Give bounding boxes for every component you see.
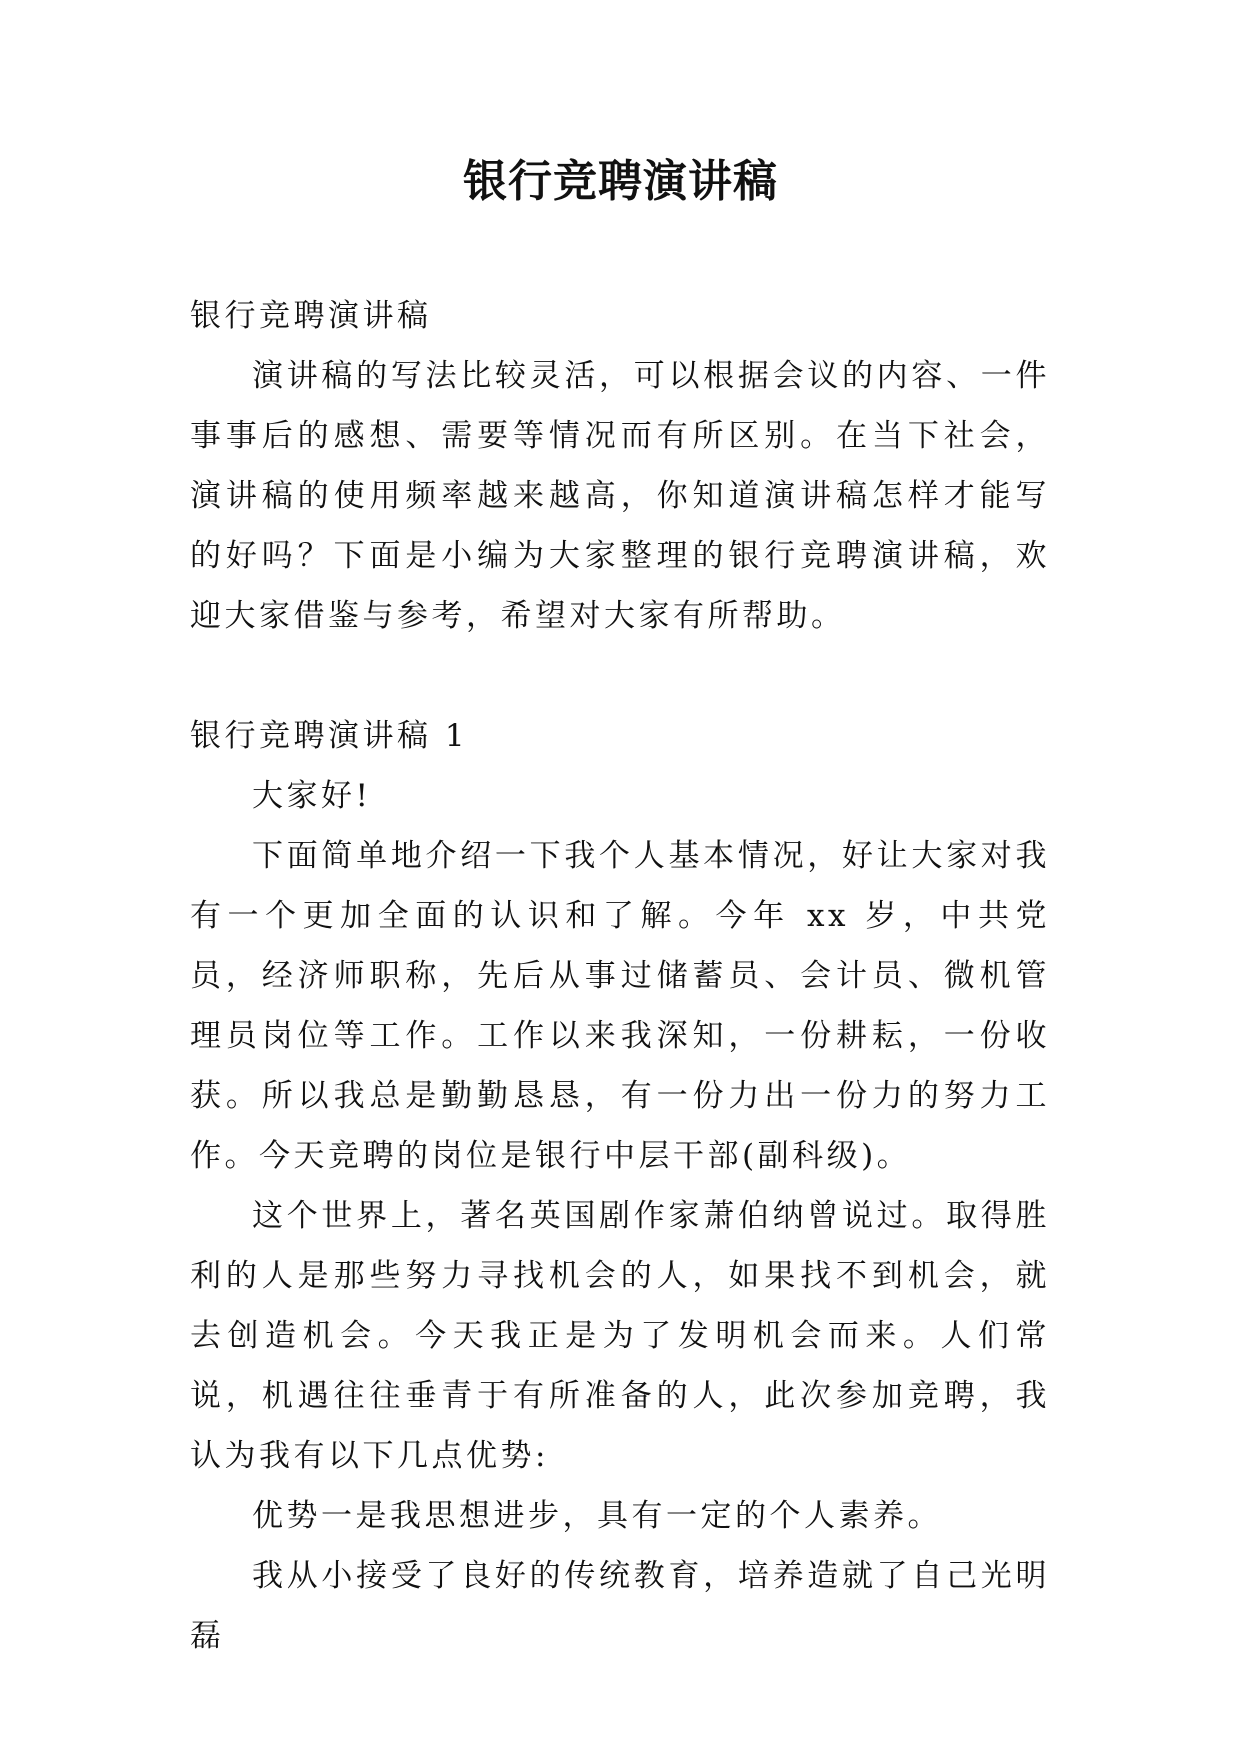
intro-paragraph: 演讲稿的写法比较灵活，可以根据会议的内容、一件事事后的感想、需要等情况而有所区别。在当下社会，演讲稿的使用频率越来越高，你知道演讲稿怎样才能写的好吗？下面是小编为大家整理的银行竞聘演讲稿，欢迎大家借鉴与参考，希望对大家有所帮助。 [190,358,1050,634]
body-paragraph: 下面简单地介绍一下我个人基本情况，好让大家对我有一个更加全面的认识和了解。今年 xx 岁，中共党员，经济师职称，先后从事过储蓄员、会计员、微机管理员岗位等工作。工作以来我深知，一份耕耘，一份收获。所以我总是勤勤恳恳，有一份力出一份力的努力工作。今天竞聘的岗位是银行中层干部(副科级)。 [190,838,1050,1174]
document-body [190,286,1050,1666]
section-spacer [190,646,1050,706]
section-heading: 银行竞聘演讲稿 1 [190,718,469,754]
document-subtitle: 银行竞聘演讲稿 [190,298,432,334]
body-paragraph: 这个世界上，著名英国剧作家萧伯纳曾说过。取得胜利的人是那些努力寻找机会的人，如果找不到机会，就去创造机会。今天我正是为了发明机会而来。人们常说，机遇往往垂青于有所准备的人，此次参加竞聘，我认为我有以下几点优势: [190,1198,1050,1474]
greeting-paragraph: 大家好! [252,778,372,814]
page-title: 银行竞聘演讲稿 [463,156,778,207]
body-paragraph: 我从小接受了良好的传统教育，培养造就了自己光明磊 [190,1558,1050,1654]
body-paragraph: 优势一是我思想进步，具有一定的个人素养。 [252,1498,942,1534]
